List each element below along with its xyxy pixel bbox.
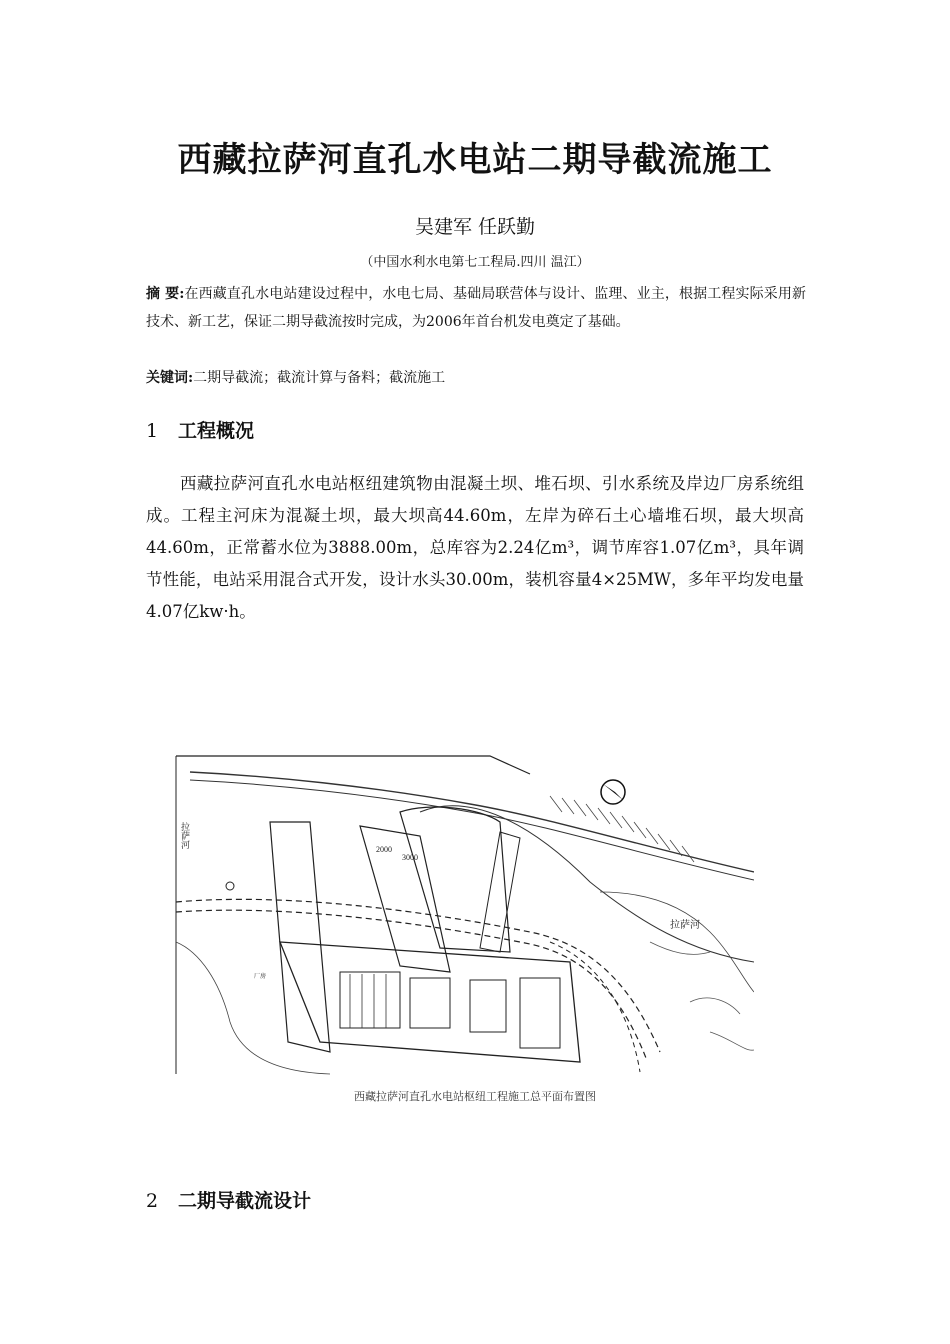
page-title: 西藏拉萨河直孔水电站二期导截流施工 bbox=[177, 140, 773, 180]
figure-label-d: 厂房 bbox=[254, 973, 267, 980]
figure-label-a: 2000 bbox=[376, 845, 392, 854]
authors: 吴建军 任跃勤 bbox=[414, 216, 536, 238]
abstract bbox=[146, 280, 806, 336]
affiliation: （中国水利水电第七工程局.四川 温江） bbox=[360, 255, 590, 270]
section-title: 二期导截流设计 bbox=[178, 1190, 312, 1212]
keywords-label: 关键词: bbox=[146, 370, 194, 386]
section-heading-1 bbox=[146, 416, 254, 443]
river-label-left: 拉萨河 bbox=[179, 822, 189, 849]
abstract-text: 在西藏直孔水电站建设过程中，水电七局、基础局联营体与设计、监理、业主，根据工程实际采用新技术、新工艺，保证二期导截流按时完成，为2006年首台机发电奠定了基础。 bbox=[146, 286, 806, 330]
section-number: 1 bbox=[146, 420, 159, 442]
section-heading-2 bbox=[146, 1186, 311, 1213]
figure-label-b: 3000 bbox=[402, 853, 418, 862]
paragraph: 西藏拉萨河直孔水电站枢纽建筑物由混凝土坝、堆石坝、引水系统及岸边厂房系统组成。工程主河床为混凝土坝，最大坝高44.60m，左岸为碎石土心墙堆石坝，最大坝高44.60m，正常蓄水位为3888.00m，总库容为2.24亿m³，调节库容1.07亿m³，具年调节性能，电站采用混合式开发，设计水头30.00m，装机容量4×25MW，多年平均发电量4.07亿kw·h。 bbox=[146, 474, 804, 621]
river-label: 拉萨河 bbox=[670, 920, 700, 931]
keywords bbox=[146, 366, 806, 390]
abstract-label: 摘 要: bbox=[146, 286, 185, 302]
keywords-text: 二期导截流；截流计算与备料；截流施工 bbox=[193, 370, 446, 386]
section-body-1 bbox=[146, 468, 804, 628]
figure-caption: 西藏拉萨河直孔水电站枢纽工程施工总平面布置图 bbox=[354, 1090, 596, 1103]
site-layout-figure bbox=[170, 752, 754, 1080]
section-title: 工程概况 bbox=[178, 420, 255, 442]
section-number: 2 bbox=[146, 1190, 159, 1212]
